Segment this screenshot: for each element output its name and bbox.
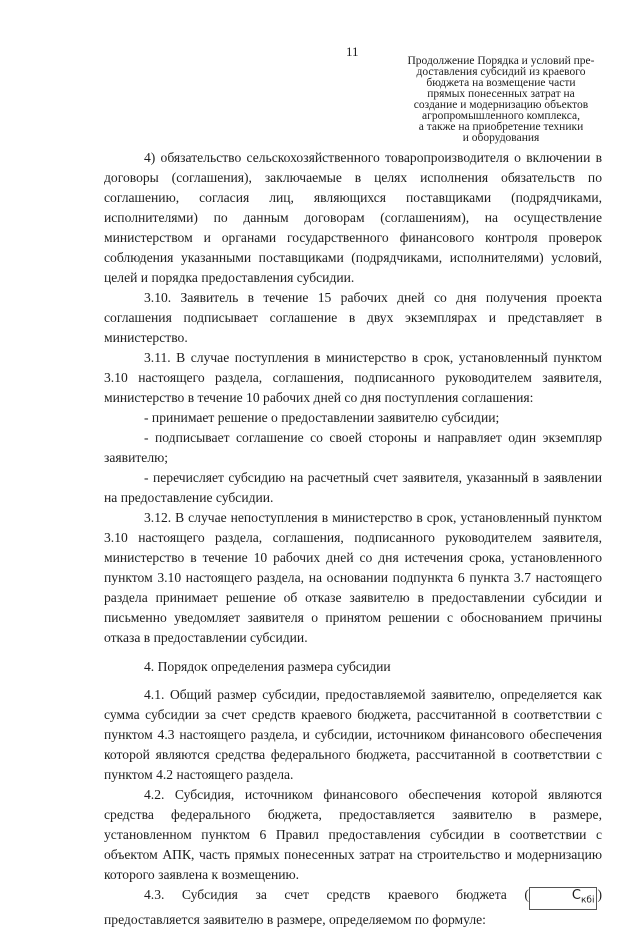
paragraph-4-1: 4.1. Общий размер субсидии, предоставляемой заявителю, определяется как сумма субсидии за счет средств краевого бюджета, рассчитанной в соответствии с пунктом 4.3 настоящего раздела, и субсидии, источником финансового обеспечения которой являются средства федерального бюджета, рассчитанной в соответствии с пунктом 4.2 настоящего раздела. [104,687,602,782]
running-header-line: и оборудования [462,132,540,144]
paragraph-4-3-text-after: ) предоставляется заявителю в размере, определяемом по формуле: [104,887,602,927]
paragraph-3-11-item: - принимает решение о предоставлении заявителю субсидии; [144,410,500,425]
running-header-line: создание и модернизацию объектов [413,99,589,111]
formula-symbol-letter: C [571,888,581,903]
paragraph-3-11: 3.11. В случае поступления в министерство в срок, установленный пунктом 3.10 настоящего раздела, соглашения, подписанного руководителем заявителя, министерство в течение 10 рабочих дней со дня поступления соглашения: [104,350,602,405]
paragraph-item-4: 4) обязательство сельскохозяйственного товаропроизводителя о включении в договоры (соглашения), заключаемые в целях исполнения обязательств по соглашению, согласия лиц, являющихся поставщиками (подрядчиками, исполнителями) по данным договорам (соглашениям), на осуществление министерством и органами государственного финансового контроля проверок соблюдения указанными поставщиками (подрядчиками, исполнителями) условий, целей и порядка предоставления субсидии. [104,150,602,285]
section-4-heading: 4. Порядок определения размера субсидии [144,659,391,674]
paragraph-3-11-item: - подписывает соглашение со своей стороны и направляет один экземпляр заявителю; [104,430,602,465]
paragraph-4-3 [104,885,602,930]
paragraph-4-2: 4.2. Субсидия, источником финансового обеспечения которой являются средства федерального бюджета, предоставляется заявителю в размере, установленном пунктом 6 Правил предоставления субсидии в соответствии с объектом АПК, часть прямых понесенных затрат на строительство и модернизацию которого заявлена к возмещению. [104,787,602,882]
running-header-line: прямых понесенных затрат на [427,88,575,100]
running-header-line: бюджета на возмещение части [426,77,576,89]
document-body [104,148,602,930]
formula-symbol-subscript: кбi [580,895,595,906]
paragraph-3-10: 3.10. Заявитель в течение 15 рабочих дней со дня получения проекта соглашения подписывает соглашение в двух экземплярах и представляет в министерство. [104,290,602,345]
paragraph-4-3-text-before: 4.3. Субсидия за счет средств краевого бюджета ( [144,887,529,902]
running-header-line: агропромышленного комплекса, [422,110,580,122]
paragraph-3-11-item: - перечисляет субсидию на расчетный счет заявителя, указанный в заявлении на предоставление субсидии. [104,470,602,505]
formula-symbol [529,887,598,910]
running-header-line: а также на приобретение техники [418,121,584,133]
running-header [392,56,610,144]
running-header-line: доставления субсидий из краевого [416,66,586,78]
running-header-line: Продолжение Порядка и условий пре- [407,55,595,67]
page-number: 11 [346,44,359,59]
paragraph-3-12: 3.12. В случае непоступления в министерство в срок, установленный пунктом 3.10 настоящего раздела, соглашения, подписанного руководителем заявителя, министерство в течение 10 рабочих дней со дня истечения срока, установленного пунктом 3.10 настоящего раздела, на основании подпункта 6 пункта 3.7 настоящего раздела принимает решение об отказе заявителю в предоставлении субсидии и письменно уведомляет заявителя о принятом решении с обоснованием причины отказа в предоставлении субсидии. [104,510,602,645]
